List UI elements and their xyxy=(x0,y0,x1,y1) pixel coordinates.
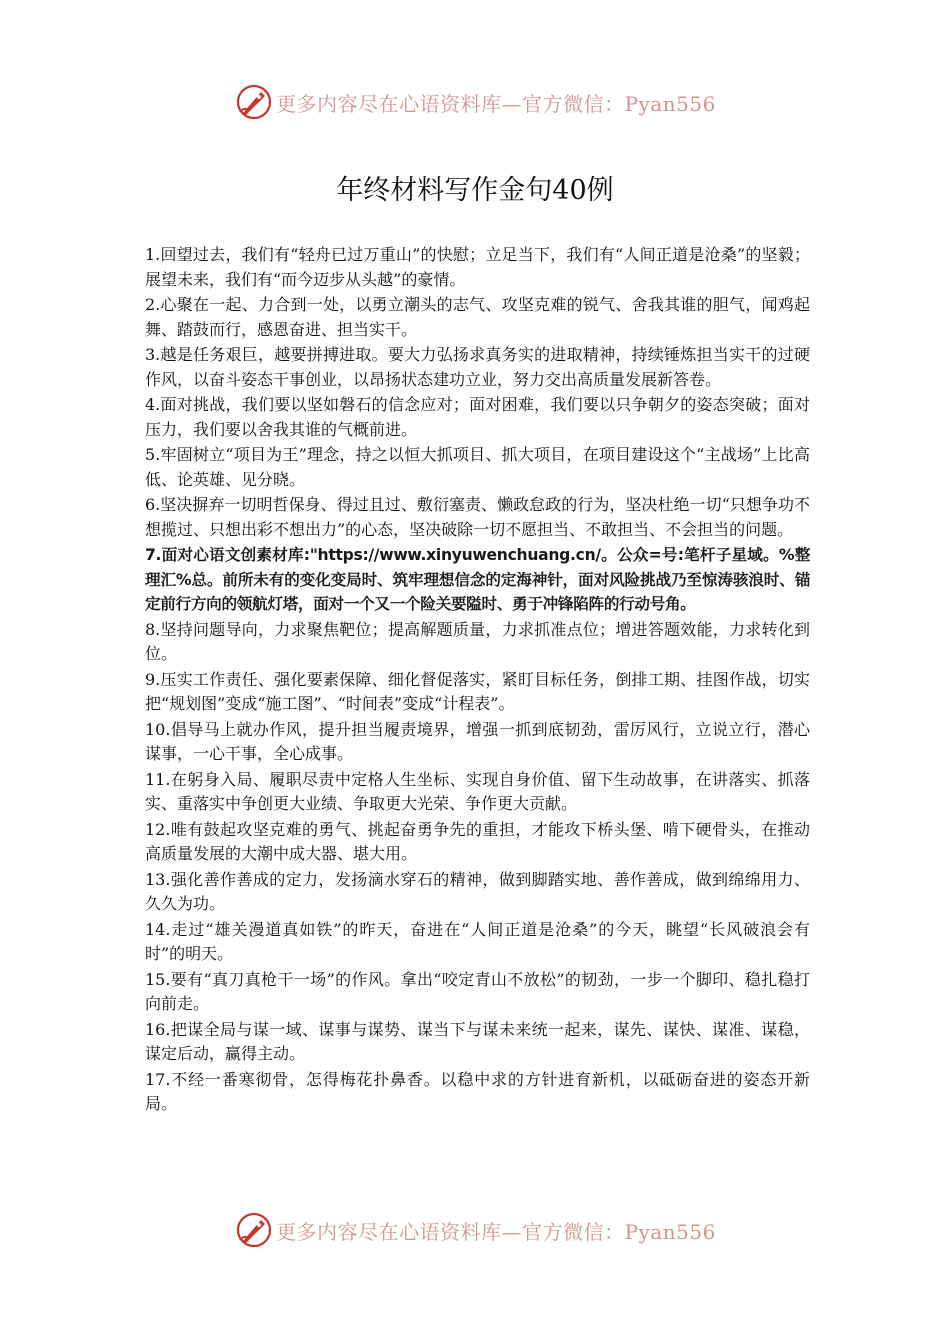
list-item: 5.牢固树立“项目为王”理念，持之以恒大抓项目、抓大项目，在项目建设这个“主战场”上比高低、论英雄、见分晓。 xyxy=(145,445,810,489)
banner-text: 更多内容尽在心语资料库—官方微信：Pyan556 xyxy=(276,91,716,116)
list-item: 6.坚决摒弃一切明哲保身、得过且过、敷衍塞责、懒政怠政的行为，坚决杜绝一切“只想争功不想揽过、只想出彩不想出力”的心态，坚决破除一切不愿担当、不敢担当、不会担当的问题。 xyxy=(145,495,810,539)
document-title: 年终材料写作金句40例 xyxy=(336,175,614,207)
document-body xyxy=(145,243,810,1118)
list-item: 13.强化善作善成的定力，发扬滴水穿石的精神，做到脚踏实地、善作善成，做到绵绵用力、久久为功。 xyxy=(145,869,810,913)
list-item: 10.倡导马上就办作风，提升担当履责境界，增强一抓到底韧劲，雷厉风行，立说立行，潜心谋事，一心干事，全心成事。 xyxy=(145,719,810,763)
list-item: 8.坚持问题导向，力求聚焦靶位；提高解题质量，力求抓准点位；增进答题效能，力求转化到位。 xyxy=(145,619,810,663)
list-item: 14.走过“雄关漫道真如铁”的昨天，奋进在“人间正道是沧桑”的今天，眺望“长风破浪会有时”的明天。 xyxy=(145,919,810,963)
footer-banner xyxy=(0,1208,950,1252)
list-item: 9.压实工作责任、强化要素保障、细化督促落实，紧盯目标任务，倒排工期、挂图作战，切实把“规划图”变成“施工图”、“时间表”变成“计程表”。 xyxy=(145,669,810,713)
list-item: 16.把谋全局与谋一域、谋事与谋势、谋当下与谋未来统一起来，谋先、谋快、谋准、谋稳，谋定后动，赢得主动。 xyxy=(145,1019,810,1063)
list-item: 15.要有“真刀真枪干一场”的作风。拿出“咬定青山不放松”的韧劲，一步一个脚印、稳扎稳打向前走。 xyxy=(145,969,810,1013)
banner-text: 更多内容尽在心语资料库—官方微信：Pyan556 xyxy=(276,1219,716,1244)
list-item: 4.面对挑战，我们要以坚如磐石的信念应对；面对困难，我们要以只争朝夕的姿态突破；面对压力，我们要以舍我其谁的气概前进。 xyxy=(145,395,810,439)
header-banner xyxy=(0,80,950,124)
list-item: 11.在躬身入局、履职尽责中定格人生坐标、实现自身价值、留下生动故事，在讲落实、抓落实、重落实中争创更大业绩、争取更大光荣、争作更大贡献。 xyxy=(145,769,810,813)
list-item: 2.心聚在一起、力合到一处，以勇立潮头的志气、攻坚克难的锐气、舍我其谁的胆气，闻鸡起舞、踏鼓而行，感恩奋进、担当实干。 xyxy=(145,295,810,339)
list-item: 3.越是任务艰巨，越要拼搏进取。要大力弘扬求真务实的进取精神，持续锤炼担当实干的过硬作风，以奋斗姿态干事创业，以昂扬状态建功立业，努力交出高质量发展新答卷。 xyxy=(145,345,810,389)
pen-nib-logo-icon xyxy=(234,82,274,122)
pen-nib-logo-icon xyxy=(234,1210,274,1250)
list-item: 17.不经一番寒彻骨，怎得梅花扑鼻香。以稳中求的方针进育新机，以砥砺奋进的姿态开新局。 xyxy=(145,1069,810,1113)
list-item: 12.唯有鼓起攻坚克难的勇气、挑起奋勇争先的重担，才能攻下桥头堡、啃下硬骨头，在推动高质量发展的大潮中成大器、堪大用。 xyxy=(145,819,810,863)
list-item: 7.面对心语文创素材库:"https://www.xinyuwenchuang.cn/。公众=号:笔杆子星域。%整理汇%总。前所未有的变化变局时、筑牢理想信念的定海神针，面对风险挑战乃至惊涛骇浪时、锚定前行方向的领航灯塔，面对一个又一个险关要隘时、勇于冲锋陷阵的行动号角。 xyxy=(145,546,810,613)
list-item: 1.回望过去，我们有“轻舟已过万重山”的快慰；立足当下，我们有“人间正道是沧桑”的坚毅；展望未来，我们有“而今迈步从头越”的豪情。 xyxy=(145,245,810,289)
